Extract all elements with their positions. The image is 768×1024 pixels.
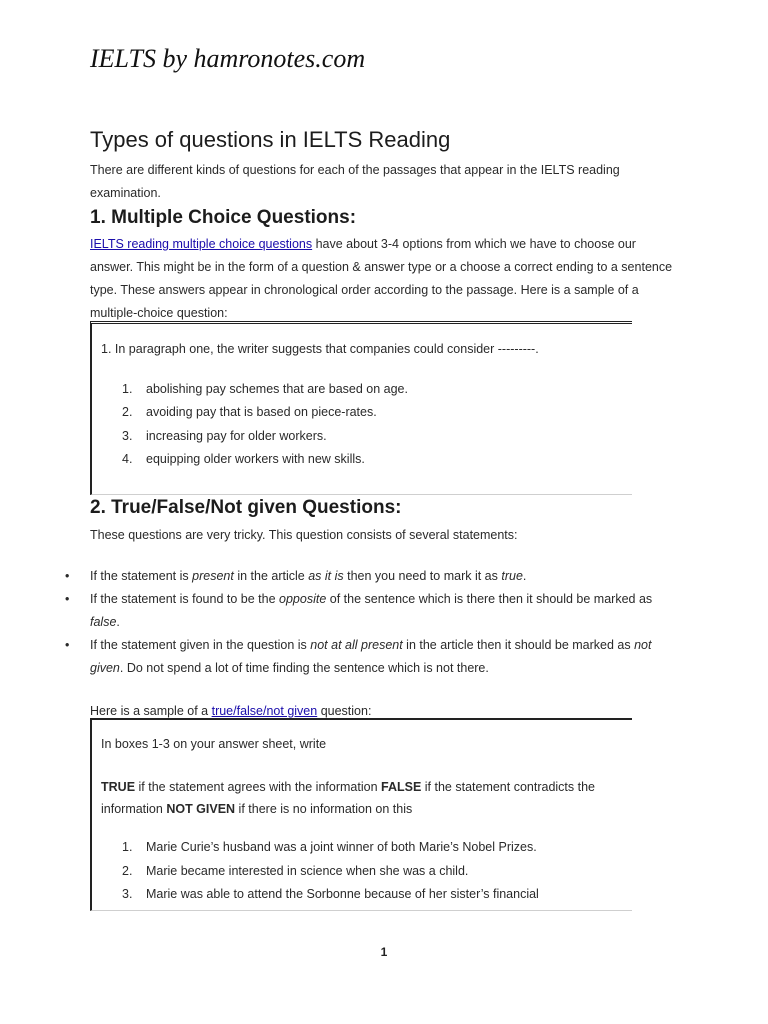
- list-item: • If the statement is present in the article as it is then you need to mark it as true.: [65, 565, 675, 588]
- true-false-not-given-link[interactable]: true/false/not given: [211, 704, 318, 718]
- section2-intro: These questions are very tricky. This question consists of several statements:: [90, 528, 518, 542]
- site-title: IELTS by hamronotes.com: [90, 44, 366, 73]
- bullet-icon: •: [65, 638, 70, 652]
- tfng-sample-box: [90, 718, 632, 911]
- list-item: • If the statement given in the question is not at all present in the article then it should be marked as not given. Do not spend a lot of time finding the sentence which is not there.: [65, 634, 675, 680]
- tfng-statement: 3. Marie was able to attend the Sorbonne because of her sister’s financial: [122, 887, 539, 901]
- section-heading-multiple-choice: 1. Multiple Choice Questions:: [90, 207, 357, 228]
- true-label: TRUE: [101, 780, 136, 794]
- section-heading-true-false: 2. True/False/Not given Questions:: [90, 497, 402, 518]
- tfng-statement: 2. Marie became interested in science when she was a child.: [122, 864, 469, 878]
- bullet-icon: •: [65, 592, 70, 606]
- tfng-sample-intro: Here is a sample of a true/false/not given question:: [90, 704, 372, 718]
- multiple-choice-link[interactable]: IELTS reading multiple choice questions: [90, 237, 313, 251]
- page-title: Types of questions in IELTS Reading: [90, 127, 451, 152]
- mcq-option: 1. abolishing pay schemes that are based on age.: [122, 382, 408, 396]
- section1-body: have about 3-4 options from which we have to choose our answer. This might be in the form of a question & answer type or a choose a correct ending to a sentence type. These answers appear in chronological order according to the passage. Here is a sample of a multiple-choice question:: [90, 237, 673, 320]
- tfng-legend: TRUE if the statement agrees with the information FALSE if the statement contradicts the information NOT GIVEN if there is no information on this: [101, 780, 595, 816]
- tfng-instruction: In boxes 1-3 on your answer sheet, write: [101, 737, 327, 751]
- false-label: FALSE: [381, 780, 422, 794]
- mcq-option: 2. avoiding pay that is based on piece-rates.: [122, 405, 377, 419]
- bullet-icon: •: [65, 569, 70, 583]
- mcq-option: 4. equipping older workers with new skills.: [122, 452, 365, 466]
- list-item: • If the statement is found to be the opposite of the sentence which is there then it should be marked as false.: [65, 588, 675, 634]
- tfng-statement: 1. Marie Curie’s husband was a joint winner of both Marie’s Nobel Prizes.: [122, 840, 537, 854]
- mcq-sample-box: [90, 321, 632, 495]
- not-given-label: NOT GIVEN: [166, 802, 236, 816]
- intro-paragraph: There are different kinds of questions for each of the passages that appear in the IELTS reading examination.: [90, 163, 620, 200]
- mcq-question: 1. In paragraph one, the writer suggests that companies could consider ---------.: [101, 342, 539, 356]
- page-number: 1: [380, 945, 388, 959]
- mcq-option: 3. increasing pay for older workers.: [122, 429, 327, 443]
- section1-paragraph: [90, 233, 680, 325]
